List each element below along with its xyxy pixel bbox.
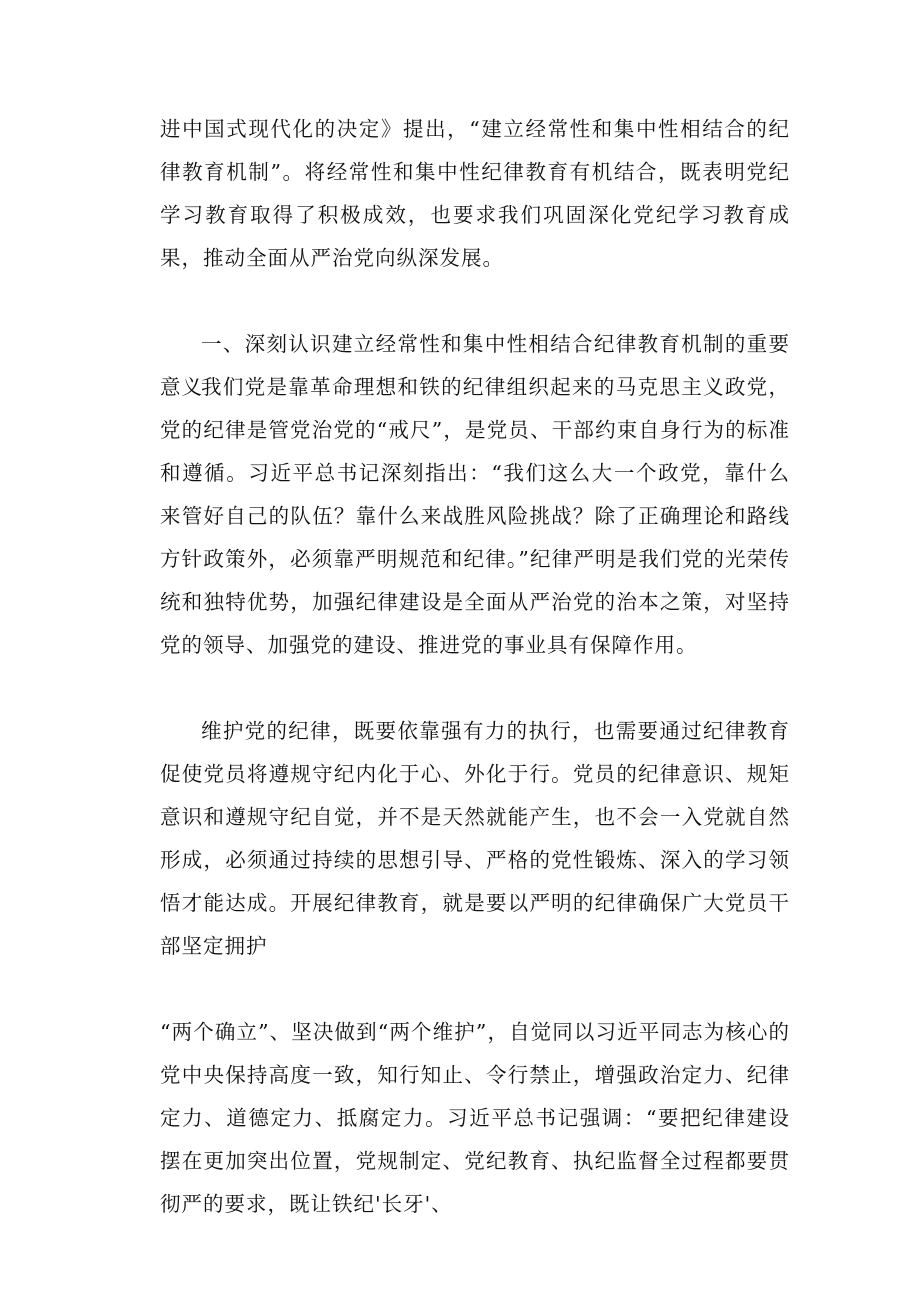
section-heading: 一、深刻认识建立经常性和集中性相结合纪律教育机制的重要意义 <box>160 332 790 399</box>
body-paragraph: 维护党的纪律，既要依靠强有力的执行，也需要通过纪律教育促使党员将遵规守纪内化于心、外化于行。党员的纪律意识、规矩意识和遵规守纪自觉，并不是天然就能产生，也不会一入党就自然形成，必须通过持续的思想引导、严格的党性锻炼、深入的学习领悟才能达成。开展纪律教育，就是要以严明的纪律确保广大党员干部坚定拥护 <box>160 719 790 958</box>
body-paragraph: “两个确立”、坚决做到“两个维护”，自觉同以习近平同志为核心的党中央保持高度一致，知行知止、令行禁止，增强政治定力、纪律定力、道德定力、抵腐定力。习近平总书记强调：“要把纪律建设摆在更加突出位置，党规制定、党纪教育、执纪监督全过程都要贯彻严的要求，既让铁纪'长牙'、 <box>160 1020 790 1216</box>
body-paragraph: 进中国式现代化的决定》提出，“建立经常性和集中性相结合的纪律教育机制”。将经常性和集中性纪律教育有机结合，既表明党纪学习教育取得了积极成效，也要求我们巩固深化党纪学习教育成果，推动全面从严治党向纵深发展。 <box>160 117 790 270</box>
body-paragraph: 我们党是靠革命理想和铁的纪律组织起来的马克思主义政党，党的纪律是管党治党的“戒尺”，是党员、干部约束自身行为的标准和遵循。习近平总书记深刻指出：“我们这么大一个政党，靠什么来管好自己的队伍？靠什么来战胜风险挑战？除了正确理论和路线方针政策外，必须靠严明规范和纪律。”纪律严明是我们党的光荣传统和独特优势，加强纪律建设是全面从严治党的治本之策，对坚持党的领导、加强党的建设、推进党的事业具有保障作用。 <box>160 375 790 657</box>
